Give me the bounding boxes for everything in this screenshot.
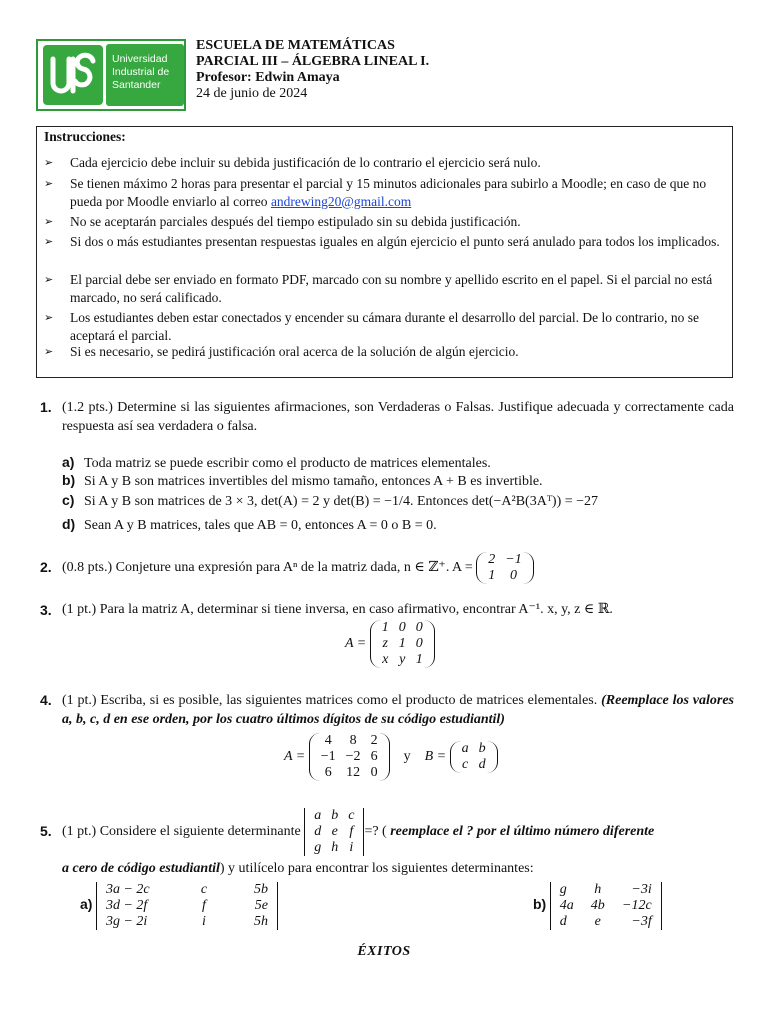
det-cell: c	[200, 881, 208, 897]
matrix-cell: 1	[381, 619, 389, 635]
matrix-a	[476, 552, 533, 584]
matrix-cell: 2	[370, 732, 378, 748]
problem-5-tail: ) y utilícelo para encontrar los siguientes determinantes:	[219, 861, 534, 876]
matrix-cell: −1	[505, 551, 522, 567]
arrow-bullet-icon: ➢	[44, 235, 54, 248]
problem-number: 2.	[40, 559, 52, 575]
problem-2-text: (0.8 pts.) Conjeture una expresión para Aⁿ de la matriz dada, n ∈ ℤ⁺. A =	[62, 560, 473, 575]
matrix-cell: y	[399, 651, 406, 667]
determinant-a	[80, 876, 278, 934]
det-cell: −3i	[631, 881, 652, 897]
matrix-cell: 1	[415, 651, 423, 667]
instruction-item: ➢ Se tienen máximo 2 horas para presentar el parcial y 15 minutos adicionales para subirlo a Moodle; en caso de que no pueda por Moodle enviarlo al correo andrewing20@gmail.com	[44, 176, 707, 209]
det-cell: d	[559, 913, 567, 929]
instruction-item: ➢ Los estudiantes deben estar conectados y encender su cámara durante el desarrollo del parcial. De lo contrario, no se aceptará el parcial.	[44, 310, 699, 343]
exam-header	[196, 38, 429, 102]
arrow-bullet-icon: ➢	[44, 215, 54, 228]
matrix-a	[370, 620, 435, 668]
instruction-item: ➢ Si dos o más estudiantes presentan respuestas iguales en algún ejercicio el punto será anulado para todos los implicados.	[44, 234, 720, 249]
problem-1-text: (1.2 pts.) Determine si las siguientes afirmaciones, son Verdaderas o Falsas. Justifique adecuada y correctamente cada respuesta así sea verdadera o falsa.	[62, 400, 734, 434]
det-cell: c	[348, 807, 355, 823]
problem-3-matrix	[345, 619, 435, 669]
matrix-cell: −1	[320, 748, 336, 764]
problem-1-item-b: b) Si A y B son matrices invertibles del mismo tamaño, entonces A + B es invertible.	[62, 472, 543, 489]
problem-3-text: (1 pt.) Para la matriz A, determinar si tiene inversa, en caso afirmativo, encontrar A⁻¹. x, y, z ∈ ℝ.	[62, 602, 613, 617]
problem-1-item-d: d) Sean A y B matrices, tales que AB = 0, entonces A = 0 o B = 0.	[62, 516, 437, 533]
matrix-cell: 1	[398, 635, 406, 651]
matrix-cell: b	[478, 740, 486, 756]
det-cell: f	[349, 823, 354, 839]
instruction-item: ➢ El parcial debe ser enviado en formato PDF, marcado con su nombre y apellido escrito en el papel. Si el parcial no está marcado, no será calificado.	[44, 272, 713, 305]
arrow-bullet-icon: ➢	[44, 273, 54, 286]
closing-text: ÉXITOS	[357, 944, 411, 959]
university-logo	[36, 39, 186, 111]
det-cell: d	[314, 823, 322, 839]
matrix-cell: z	[382, 635, 388, 651]
matrix-cell: 8	[349, 732, 357, 748]
instructions-title: Instrucciones:	[44, 129, 126, 144]
matrix-cell: 12	[346, 764, 361, 780]
matrix-b	[450, 741, 498, 773]
uis-logo-mark-icon	[43, 45, 103, 105]
arrow-bullet-icon: ➢	[44, 156, 54, 169]
matrix-cell: 0	[398, 619, 406, 635]
matrix-cell: x	[382, 651, 389, 667]
det-cell: f	[202, 897, 206, 913]
det-cell: 4b	[590, 897, 605, 913]
det-cell: h	[594, 881, 602, 897]
matrix-cell: 6	[324, 764, 332, 780]
problem-5-note: reemplace el ? por el último número diferente	[390, 824, 655, 839]
problem-5-text: (1 pt.) Considere el siguiente determinante	[62, 824, 301, 839]
matrix-cell: 0	[415, 635, 423, 651]
problem-number: 1.	[40, 399, 52, 415]
school-name: ESCUELA DE MATEMÁTICAS	[196, 38, 395, 53]
arrow-bullet-icon: ➢	[44, 311, 54, 324]
matrix-cell: c	[461, 756, 469, 772]
matrix-cell: 2	[488, 551, 496, 567]
instruction-item: ➢ Cada ejercicio debe incluir su debida justificación de lo contrario el ejercicio será nulo.	[44, 155, 541, 170]
det-cell: a	[314, 807, 322, 823]
det-cell: i	[349, 839, 354, 855]
det-cell: g	[559, 881, 567, 897]
problem-5-line	[62, 804, 654, 860]
problem-4-matrices	[284, 731, 498, 783]
matrix-cell: 0	[370, 764, 378, 780]
det-cell: i	[202, 913, 206, 929]
det-label: b)	[533, 896, 547, 912]
problem-number: 5.	[40, 823, 52, 839]
matrix-cell: 0	[510, 567, 518, 583]
matrix-cell: 0	[415, 619, 423, 635]
problem-4-text: (1 pt.) Escriba, si es posible, las siguientes matrices como el producto de matrices elementales. (Reemplace los valores a, b, c, d en ese orden, por los cuatro últimos dígitos de su código estudiantil)	[62, 693, 735, 727]
det-cell: −12c	[622, 897, 652, 913]
matrix-cell: −2	[345, 748, 361, 764]
det-equals: =? (	[364, 824, 387, 839]
det-cell: g	[314, 839, 322, 855]
matrix-cell: 4	[324, 732, 332, 748]
det-label: a)	[80, 896, 93, 912]
determinant-b	[533, 876, 662, 934]
conjunction: y	[403, 749, 411, 764]
arrow-bullet-icon: ➢	[44, 177, 54, 190]
exam-date: 24 de junio de 2024	[196, 86, 308, 101]
logo-line: Industrial de	[112, 66, 170, 78]
det-cell: −3f	[631, 913, 652, 929]
matrix-label: B =	[424, 749, 447, 764]
det-cell: 4a	[559, 897, 574, 913]
problem-number: 4.	[40, 692, 52, 708]
problem-2	[62, 549, 534, 587]
det-cell: e	[331, 823, 338, 839]
matrix-cell: 6	[370, 748, 378, 764]
email-link[interactable]: andrewing20@gmail.com	[270, 193, 412, 209]
logo-line: Universidad	[112, 53, 168, 65]
matrix-a	[309, 733, 390, 781]
matrix-cell: a	[461, 740, 469, 756]
det-cell: e	[594, 913, 601, 929]
instruction-item: ➢ Si es necesario, se pedirá justificación oral acerca de la solución de algún ejercicio.	[44, 344, 519, 359]
matrix-cell: 1	[488, 567, 496, 583]
det-cell: 3g − 2i	[105, 913, 148, 929]
det-cell: h	[331, 839, 339, 855]
arrow-bullet-icon: ➢	[44, 345, 54, 358]
determinant-base	[304, 808, 364, 856]
logo-text	[106, 44, 184, 106]
det-cell: 5e	[254, 897, 268, 913]
logo-line: Santander	[112, 79, 161, 91]
instructions-box	[36, 126, 733, 378]
matrix-label: A =	[284, 749, 306, 764]
problem-1-item-c: c) Si A y B son matrices de 3 × 3, det(A) = 2 y det(B) = −1/4. Entonces det(−A²B(3Aᵀ)) = −27	[62, 492, 599, 509]
problem-1-item-a: a) Toda matriz se puede escribir como el producto de matrices elementales.	[62, 454, 491, 471]
problem-5-note-2: a cero de código estudiantil	[62, 861, 220, 876]
det-cell: 5b	[253, 881, 268, 897]
matrix-cell: d	[478, 756, 486, 772]
problem-4-note: (Reemplace los valores a, b, c, d en ese orden, por los cuatro últimos dígitos de su código estudiantil)	[62, 693, 735, 727]
problem-number: 3.	[40, 602, 52, 618]
exam-title: PARCIAL III – ÁLGEBRA LINEAL I.	[196, 54, 430, 69]
det-cell: 5h	[253, 913, 268, 929]
matrix-label: A =	[345, 636, 367, 651]
instruction-item: ➢ No se aceptarán parciales después del tiempo estipulado sin su debida justificación.	[44, 214, 521, 229]
professor-name: Profesor: Edwin Amaya	[196, 70, 340, 85]
det-cell: b	[331, 807, 339, 823]
det-cell: 3d − 2f	[105, 897, 148, 913]
det-cell: 3a − 2c	[105, 881, 150, 897]
